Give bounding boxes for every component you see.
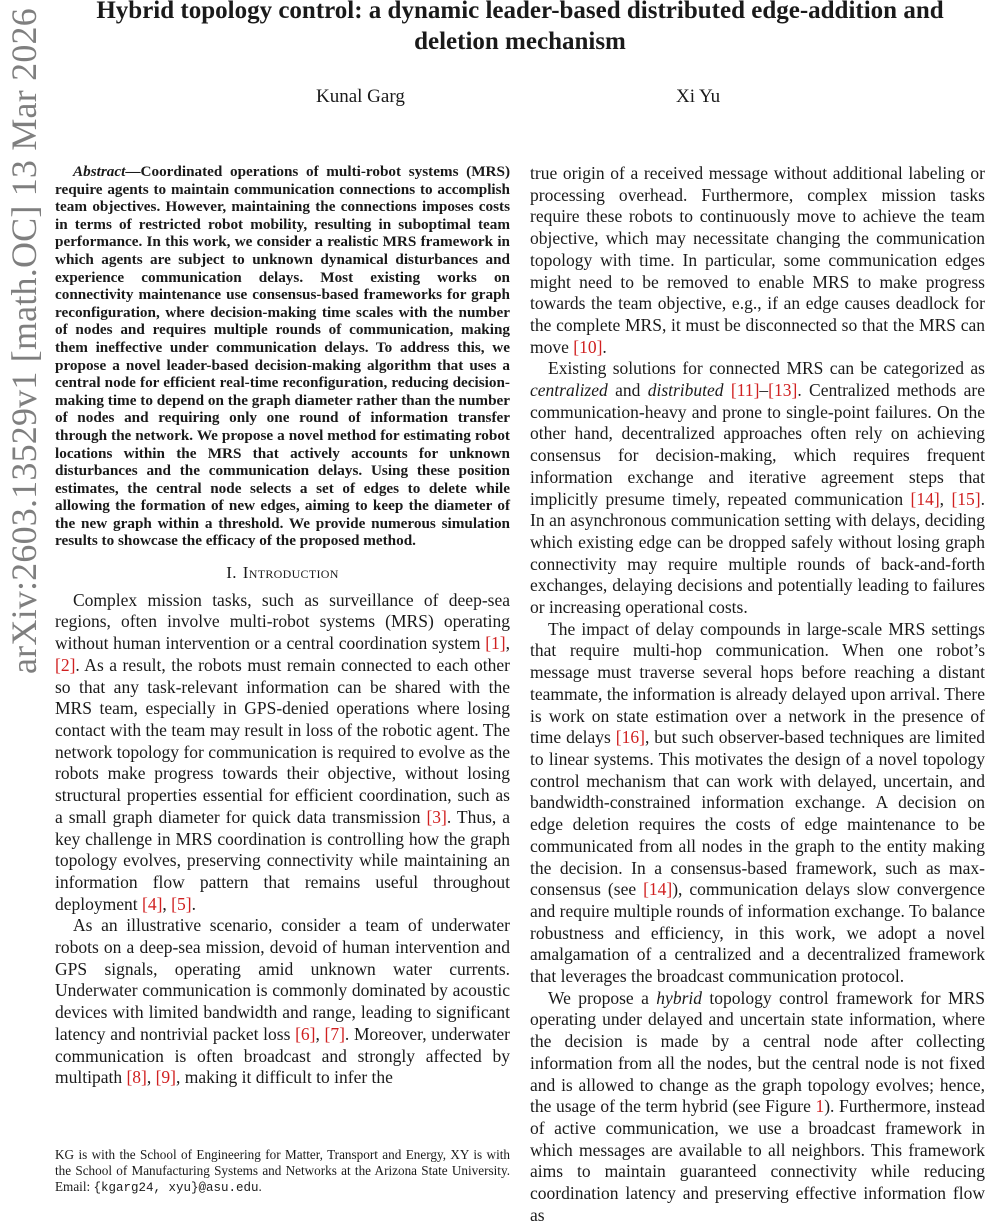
abstract-text: —Coordinated operations of multi-robot systems (MRS) require agents to maintain communication connections to accomplish team objectives. However, maintaining the connections imposes costs in terms of restricted robot mobility, resulting in suboptimal team performance. In this work, we consider a realistic MRS framework in which agents are subject to unknown dynamical disturbances and experience communication delays. Most existing works on connectivity maintenance use consensus-based frameworks for graph reconfiguration, where decision-making time scales with the number of nodes and requires multiple rounds of communication, making them ineffective under communication delays. To address this, we propose a novel leader-based decision-making algorithm that uses a central node for efficient real-time reconfiguration, reducing decision-making time to depend on the graph diameter rather than the number of nodes and requiring only one round of information transfer through the network. We propose a novel method for estimating robot locations within the MRS that actively accounts for unknown disturbances and the communication delays. Using these position estimates, the central node selects a set of edges to delete while allowing the formation of new edges, aiming to keep the diameter of the new graph within a threshold. We provide numerous simulation results to showcase the efficacy of the proposed method. (55, 163, 510, 550)
paragraph: The impact of delay compounds in large-scale MRS settings that require multi-hop communication. When one robot’s message must traverse several hops before reaching a distant teammate, the information is already delayed upon arrival. There is work on state estimation over a network in the presence of time delays [16], but such observer-based techniques are limited to linear systems. This motivates the design of a novel topology control mechanism that can work with delayed, uncertain, and bandwidth-constrained information exchange. A decision on edge deletion requires the costs of edge maintenance to be communicated from all nodes in the graph to the entity making the decision. In a consensus-based framework, such as max-consensus (see [14]), communication delays slow convergence and require multiple rounds of information exchange. To balance robustness and efficiency, in this work, we adopt a novel amalgamation of a centralized and a decentralized framework that leverages the broadcast communication protocol. (530, 618, 985, 987)
paragraph: Complex mission tasks, such as surveillance of deep-sea regions, often involve multi-robot systems (MRS) operating without human intervention or a central coordination system [1], [2]. As a result, the robots must remain connected to each other so that any task-relevant information can be shared with the MRS team, especially in GPS-denied operations where losing contact with the team may result in loss of the robotic agent. The network topology for communication is required to evolve as the robots make progress towards their objective, without losing structural properties essential for efficient coordination, such as a small graph diameter for quick data transmission [3]. Thus, a key challenge in MRS coordination is controlling how the graph topology evolves, preserving connectivity while maintaining an information flow pattern that remains useful throughout deployment [4], [5]. (55, 589, 510, 914)
paragraph: true origin of a received message without additional labeling or processing overhead. Furthermore, complex mission tasks require these robots to continuously move to achieve the team objective, which may necessitate changing the communication topology with time. In particular, some communication edges might need to be removed to enable MRS to make progress towards the team objective, e.g., if an edge causes deadlock for the complete MRS, it must be disconnected so that the MRS can move [10]. (530, 163, 985, 357)
citation-link[interactable]: [8] (126, 1067, 147, 1088)
citation-link[interactable]: [10] (573, 336, 603, 357)
section-number: I. (226, 563, 237, 583)
citation-link[interactable]: [14] (910, 488, 940, 509)
footnote: KG is with the School of Engineering for Matter, Transport and Energy, XY is with the School of Manufacturing Systems and Networks at the Arizona State University. Email: {kgarg24, xyu}@asu.edu. (55, 1147, 510, 1195)
figure-link[interactable]: 1 (815, 1096, 825, 1117)
citation-link[interactable]: [1] (485, 633, 506, 654)
citation-link[interactable]: [11] (730, 380, 760, 401)
left-column (55, 163, 510, 1089)
right-column (530, 163, 985, 1226)
arxiv-identifier-sidebar: arXiv:2603.13529v1 [math.OC] 13 Mar 2026 (4, 8, 44, 674)
citation-link[interactable]: [14] (643, 879, 673, 900)
author-name: Xi Yu (676, 86, 721, 107)
citation-link[interactable]: [16] (615, 727, 645, 748)
abstract-label: Abstract (73, 163, 126, 180)
citation-link[interactable]: [2] (55, 654, 76, 675)
citation-link[interactable]: [7] (324, 1023, 345, 1044)
citation-link[interactable]: [3] (426, 806, 447, 827)
author-name: Kunal Garg (316, 86, 405, 107)
citation-link[interactable]: [4] (142, 893, 163, 914)
section-heading (55, 562, 510, 584)
citation-link[interactable]: [5] (171, 893, 192, 914)
citation-link[interactable]: [6] (295, 1023, 316, 1044)
paper-title: Hybrid topology control: a dynamic leader-based distributed edge-addition and deletion mechanism (96, 0, 944, 55)
citation-link[interactable]: [15] (951, 488, 981, 509)
section-title: Introduction (242, 563, 339, 583)
abstract (55, 163, 510, 550)
citation-link[interactable]: [9] (155, 1067, 177, 1088)
email-address[interactable]: {kgarg24, xyu} (93, 1181, 199, 1195)
paragraph: We propose a hybrid topology control framework for MRS operating under delayed and uncertain state information, where the decision is made by a central node after collecting information from all the nodes, but the central node is not fixed and is allowed to change as the graph topology evolves; hence, the usage of the term hybrid (see Figure 1). Furthermore, instead of active communication, we use a broadcast framework in which messages are available to all neighbors. This framework aims to maintain guaranteed connectivity while reducing coordination latency and preserving effective information flow as (530, 987, 985, 1225)
citation-link[interactable]: [13] (768, 380, 798, 401)
paragraph: Existing solutions for connected MRS can be categorized as centralized and distributed [11]–[13]. Centralized methods are communication-heavy and prone to single-point failures. On the other hand, decentralized approaches often rely on achieving consensus for decision-making, which requires frequent information exchange and iterative agreement steps that implicitly presume timely, repeated communication [14], [15]. In an asynchronous communication setting with delays, deciding which existing edge can be dropped safely without losing graph connectivity may require multiple rounds of back-and-forth exchanges, delaying decisions and potentially leading to failures or increasing operational costs. (530, 358, 985, 618)
paragraph: As an illustrative scenario, consider a team of underwater robots on a deep-sea mission, devoid of human intervention and GPS signals, operating amid unknown water currents. Underwater communication is commonly dominated by acoustic devices with limited bandwidth and range, leading to significant latency and nontrivial packet loss [6], [7]. Moreover, underwater communication is often broadcast and strongly affected by multipath [8], [9], making it difficult to infer the (55, 915, 511, 1088)
